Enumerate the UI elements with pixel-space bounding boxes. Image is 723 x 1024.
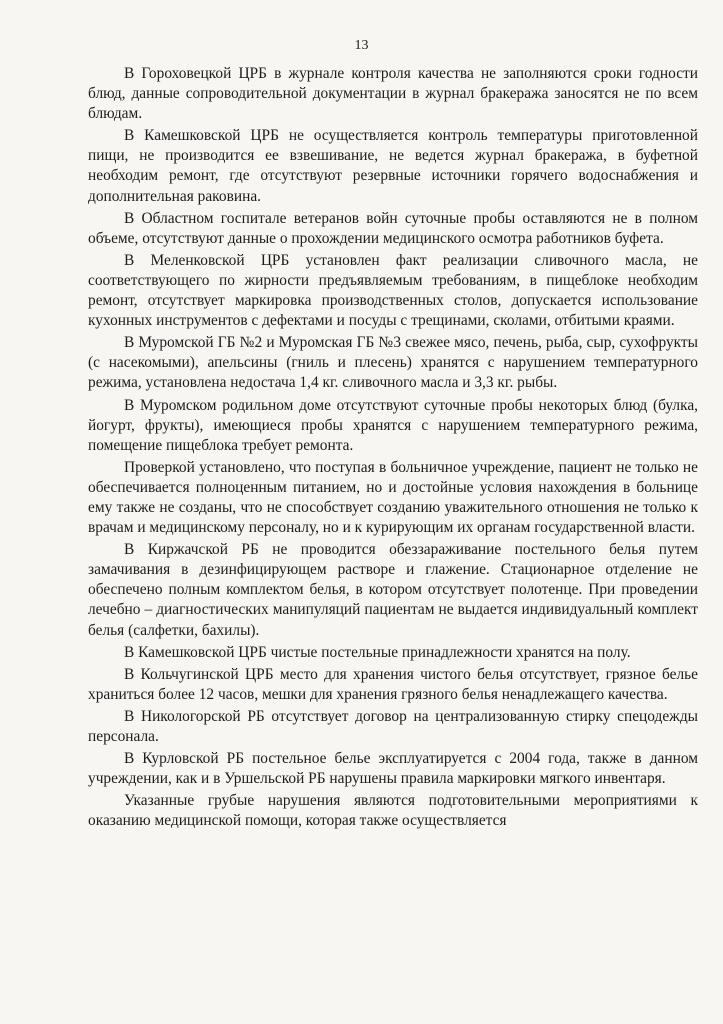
document-body [88,64,698,833]
paragraph-kameshkovo-linen: В Камешковской ЦРБ чистые постельные принадлежности хранятся на полу. [124,643,631,661]
page-number: 13 [354,38,369,53]
paragraph-nikologory: В Никологорской РБ отсутствует договор на централизованную стирку спецодежды персонала. [88,707,698,745]
paragraph-melenki: В Меленковской ЦРБ установлен факт реализации сливочного масла, не соответствующего по жирности предъявляемым требованиям, в пищеблоке необходим ремонт, отсутствует маркировка производственных столов, допускается использование кухонных инструментов с дефектами и посуды с трещинами, сколами, отбитыми краями. [88,251,698,330]
paragraph-inspection-conclusion: Проверкой установлено, что поступая в больничное учреждение, пациент не только не обеспечивается полноценным питанием, но и достойные условия нахождения в больнице ему также не созданы, что не способствует созданию уважительного отношения не только к врачам и медицинскому персоналу, но и к курирующим их органам государственной власти. [88,458,698,537]
paragraph-kameshkovo-food: В Камешковской ЦРБ не осуществляется контроль температуры приготовленной пищи, не производится ее взвешивание, не ведется журнал бракеража, в буфетной необходим ремонт, где отсутствуют резервные источники горячего водоснабжения и дополнительная раковина. [88,127,698,205]
paragraph-kurlovo: В Курловской РБ постельное белье эксплуатируется с 2004 года, также в данном учреждении, как и в Уршельской РБ нарушены правила маркировки мягкого инвентаря. [88,750,698,788]
paragraph-violations-summary: Указанные грубые нарушения являются подготовительными мероприятиями к оказанию медицинской помощи, которая также осуществляется [88,792,698,830]
paragraph-gorokhovets: В Гороховецкой ЦРБ в журнале контроля качества не заполняются сроки годности блюд, данные сопроводительной документации в журнал бракеража заносятся не по всем блюдам. [88,65,698,123]
paragraph-veterans-hospital: В Областном госпитале ветеранов войн суточные пробы оставляются не в полном объеме, отсутствуют данные о прохождении медицинского осмотра работников буфета. [88,209,698,247]
paragraph-murom-gb: В Муромской ГБ №2 и Муромская ГБ №3 свежее мясо, печень, рыба, сыр, сухофрукты (с насекомыми), апельсины (гниль и плесень) хранятся с нарушением температурного режима, установлена недостача 1,4 кг. сливочного масла и 3,3 кг. рыбы. [88,334,698,392]
paragraph-murom-maternity: В Муромском родильном доме отсутствуют суточные пробы некоторых блюд (булка, йогурт, фрукты), имеющиеся пробы хранятся с нарушением температурного режима, помещение пищеблока требует ремонта. [88,396,698,454]
paragraph-kirzhach: В Киржачской РБ не проводится обеззараживание постельного белья путем замачивания в дезинфицирующем растворе и глажение. Стационарное отделение не обеспечено полным комплектом белья, в котором отсутствует полотенце. При проведении лечебно – диагностических манипуляций пациентам не выдается индивидуальный комплект белья (салфетки, бахилы). [88,541,698,639]
paragraph-kolchugino: В Кольчугинской ЦРБ место для хранения чистого белья отсутствует, грязное белье храниться более 12 часов, мешки для хранения грязного белья ненадлежащего качества. [88,665,698,703]
